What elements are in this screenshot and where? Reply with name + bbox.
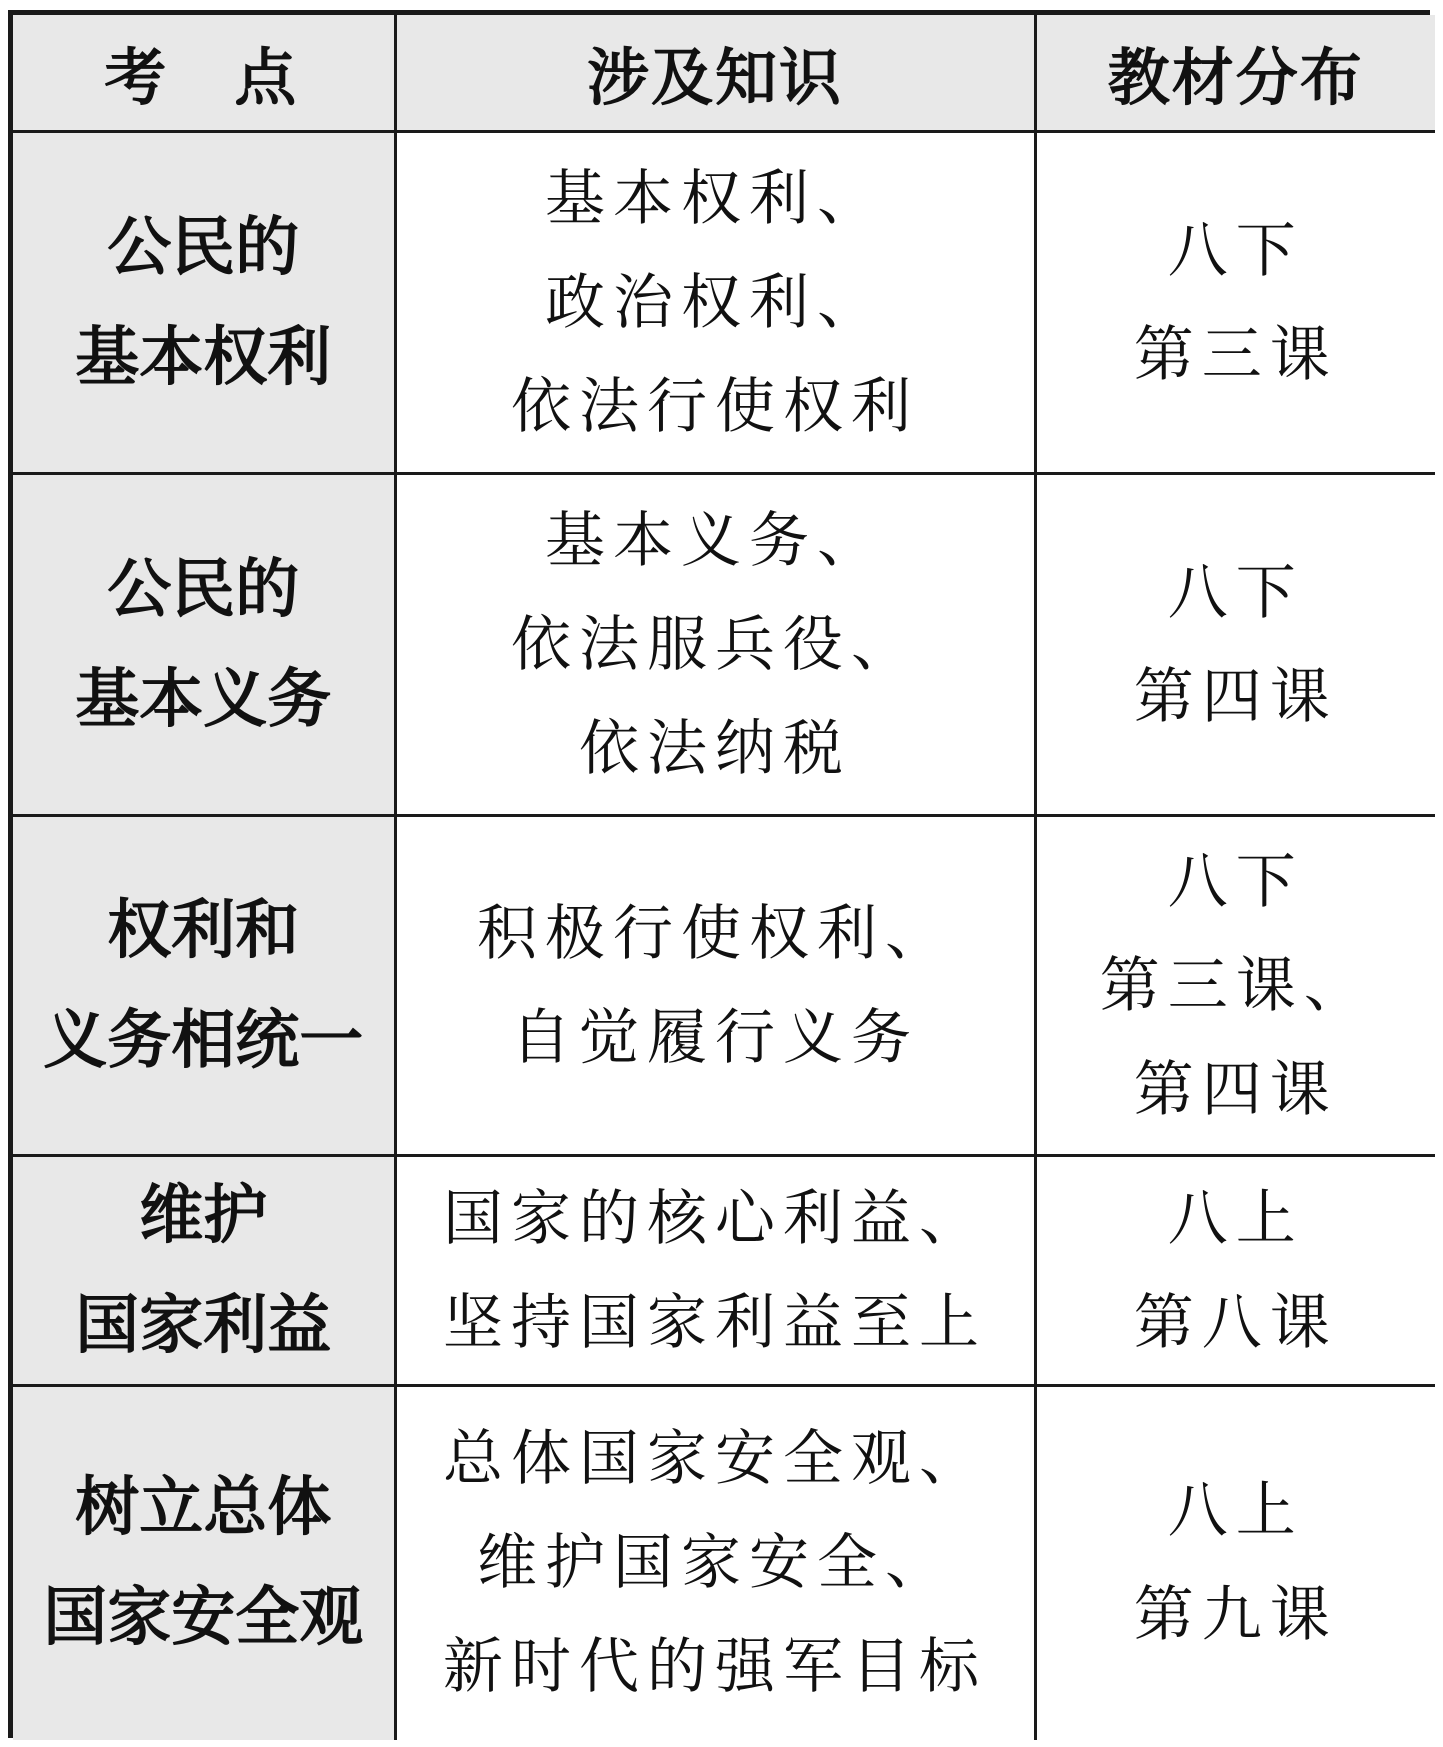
- knowledge-line: 总体国家安全观、: [443, 1424, 987, 1495]
- textbook-line: 八上: [1167, 1476, 1304, 1547]
- exam-point-cell: [13, 132, 395, 474]
- knowledge-line: 国家的核心利益、: [443, 1183, 987, 1254]
- exam-point-line: 树立总体: [75, 1471, 332, 1546]
- textbook-line: 第三课、: [1099, 950, 1372, 1021]
- exam-point-cell: [13, 1156, 395, 1386]
- textbook-cell: [1035, 1386, 1435, 1740]
- table-row: [13, 1386, 1435, 1740]
- textbook-line: 八下: [1167, 846, 1304, 917]
- knowledge-cell: [395, 816, 1035, 1156]
- textbook-line: 八下: [1167, 557, 1304, 628]
- knowledge-line: 政治权利、: [545, 267, 885, 338]
- textbook-cell: [1035, 474, 1435, 816]
- table-row: [13, 816, 1435, 1156]
- textbook-cell: [1035, 816, 1435, 1156]
- knowledge-line: 维护国家安全、: [477, 1528, 953, 1599]
- exam-point-line: 公民的: [107, 210, 300, 285]
- exam-point-cell: [13, 816, 395, 1156]
- knowledge-line: 依法服兵役、: [511, 609, 919, 680]
- knowledge-line: 基本义务、: [545, 505, 885, 576]
- exam-points-table: [13, 15, 1435, 1740]
- knowledge-cell: [395, 1386, 1035, 1740]
- textbook-line: 八上: [1167, 1183, 1304, 1254]
- header-knowledge: 涉及知识: [395, 15, 1035, 132]
- knowledge-cell: [395, 132, 1035, 474]
- knowledge-line: 自觉履行义务: [511, 1002, 919, 1073]
- knowledge-line: 基本权利、: [545, 163, 885, 234]
- textbook-line: 第八课: [1133, 1287, 1338, 1358]
- exam-point-line: 国家安全观: [43, 1581, 364, 1656]
- table-row: [13, 1156, 1435, 1386]
- exam-points-table-frame: [8, 10, 1430, 1738]
- knowledge-cell: [395, 1156, 1035, 1386]
- knowledge-line: 依法纳税: [579, 713, 851, 784]
- exam-point-line: 基本权利: [75, 320, 332, 395]
- table-row: [13, 474, 1435, 816]
- exam-point-line: 公民的: [107, 552, 300, 627]
- textbook-line: 第三课: [1133, 319, 1338, 390]
- exam-point-cell: [13, 474, 395, 816]
- exam-point-line: 义务相统一: [43, 1003, 364, 1078]
- header-row: [13, 15, 1435, 132]
- exam-point-line: 国家利益: [75, 1288, 332, 1363]
- knowledge-cell: [395, 474, 1035, 816]
- header-exam-point: 考点: [13, 15, 395, 132]
- header-textbook: 教材分布: [1035, 15, 1435, 132]
- exam-point-line: 权利和: [107, 893, 300, 968]
- exam-point-cell: [13, 1386, 395, 1740]
- exam-point-line: 基本义务: [75, 662, 332, 737]
- knowledge-line: 新时代的强军目标: [443, 1632, 987, 1703]
- textbook-cell: [1035, 132, 1435, 474]
- exam-point-line: 维护: [139, 1178, 268, 1253]
- knowledge-line: 依法行使权利: [511, 371, 919, 442]
- textbook-line: 第九课: [1133, 1580, 1338, 1651]
- knowledge-line: 积极行使权利、: [477, 898, 953, 969]
- textbook-cell: [1035, 1156, 1435, 1386]
- textbook-line: 八下: [1167, 215, 1304, 286]
- knowledge-line: 坚持国家利益至上: [443, 1287, 987, 1358]
- table-row: [13, 132, 1435, 474]
- textbook-line: 第四课: [1133, 1054, 1338, 1125]
- textbook-line: 第四课: [1133, 661, 1338, 732]
